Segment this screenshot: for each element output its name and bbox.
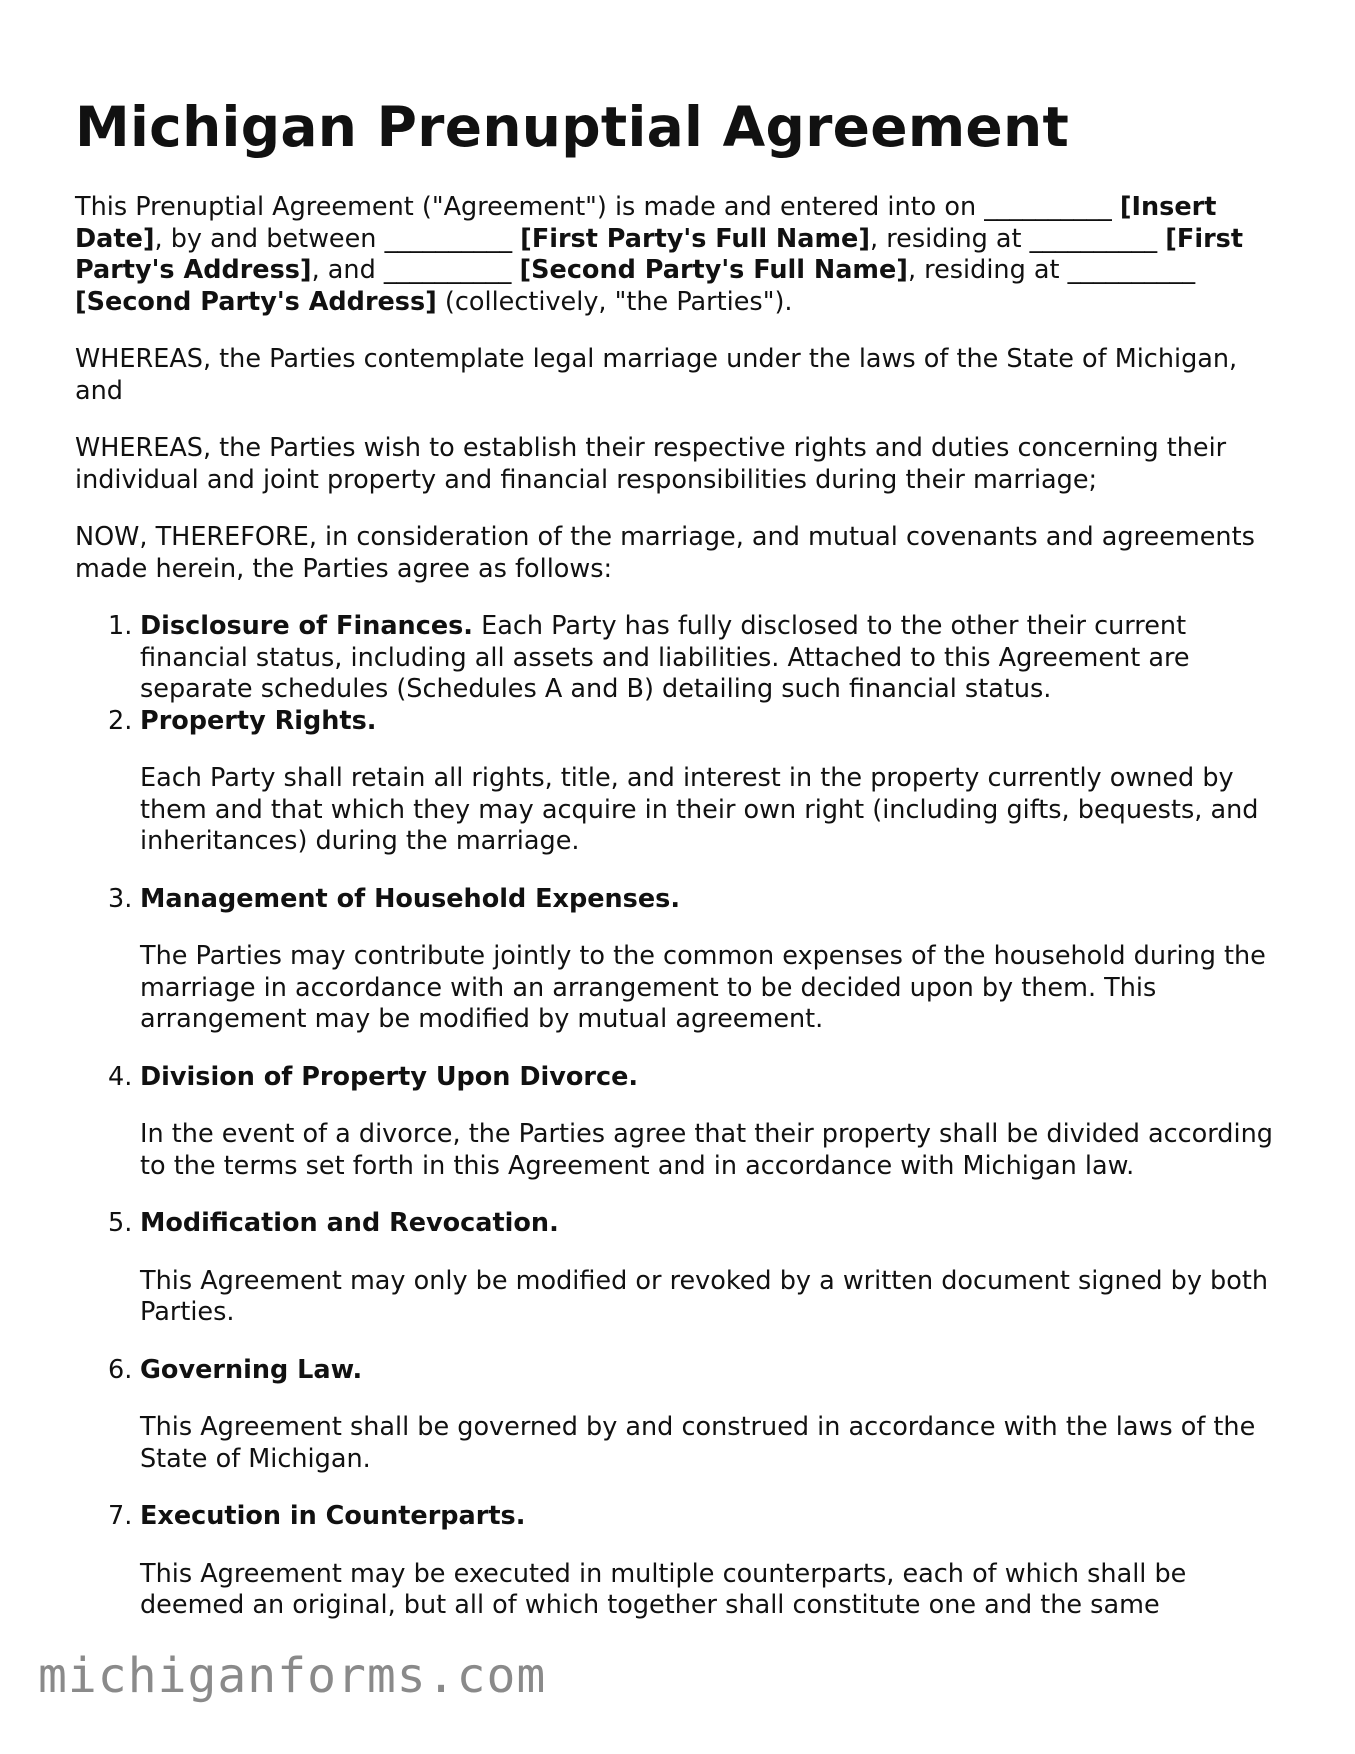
- item-number: 5.: [108, 1208, 133, 1238]
- second-party-address-placeholder: [Second Party's Address]: [75, 286, 437, 317]
- whereas-paragraph-2: WHEREAS, the Parties wish to establish their respective rights and duties concerning their individual and joint property and financial responsibilities during their marriage;: [75, 433, 1227, 495]
- list-item: [75, 1062, 1275, 1183]
- item-title: Disclosure of Finances.: [140, 611, 473, 641]
- whereas-paragraph-1: WHEREAS, the Parties contemplate legal marriage under the laws of the State of Michigan, and: [75, 344, 1238, 406]
- item-text: This Agreement shall be governed by and construed in accordance with the laws of the State of Michigan.: [140, 1412, 1256, 1474]
- list-item: [75, 706, 1275, 858]
- first-party-address-placeholder: [First Party's Address]: [75, 223, 1244, 285]
- item-number: 2.: [108, 705, 133, 736]
- watermark: michiganforms.com: [38, 1648, 547, 1704]
- item-title: Property Rights.: [140, 705, 377, 736]
- clause-list: [75, 611, 1275, 1622]
- document-body: [75, 192, 1275, 1648]
- item-text: In the event of a divorce, the Parties agree that their property shall be divided according to the terms set forth in this Agreement and in accordance with Michigan law.: [140, 1119, 1273, 1181]
- intro-text: This Prenuptial Agreement ("Agreement") is made and entered into on __________: [75, 192, 1120, 222]
- item-text: Each Party shall retain all rights, title, and interest in the property currently owned by them and that which they may acquire in their own right (including gifts, bequests, and inheritances) during the marriage.: [140, 763, 1259, 856]
- list-item: [75, 1501, 1275, 1622]
- item-number: 6.: [108, 1354, 133, 1385]
- item-text: This Agreement may only be modified or revoked by a written document signed by both Parties.: [140, 1265, 1269, 1327]
- intro-paragraph: [75, 192, 1275, 318]
- second-party-name-placeholder: [Second Party's Full Name]: [519, 255, 908, 285]
- first-party-name-placeholder: [First Party's Full Name]: [520, 223, 870, 254]
- now-therefore-paragraph: NOW, THEREFORE, in consideration of the marriage, and mutual covenants and agreements made herein, the Parties agree as follows:: [75, 522, 1255, 584]
- item-text: The Parties may contribute jointly to the common expenses of the household during the marriage in accordance with an arrangement to be decided upon by them. This arrangement may be modified by mutual agreement.: [140, 941, 1266, 1034]
- list-item: [75, 1208, 1275, 1329]
- list-item: [75, 1355, 1275, 1476]
- item-number: 4.: [108, 1061, 133, 1092]
- intro-text: , by and between __________: [154, 223, 521, 254]
- page-title: Michigan Prenuptial Agreement: [75, 95, 1070, 159]
- item-number: 7.: [108, 1501, 133, 1531]
- list-item: [75, 611, 1275, 706]
- list-item: [75, 884, 1275, 1036]
- date-placeholder: [Insert Date]: [75, 192, 1217, 254]
- intro-text: , residing at __________: [870, 223, 1166, 254]
- intro-text: (collectively, "the Parties").: [436, 286, 793, 317]
- intro-text: , and __________: [311, 255, 520, 285]
- item-number: 3.: [108, 883, 133, 914]
- item-text: Each Party has fully disclosed to the other their current financial status, including all assets and liabilities. Attached to this Agreement are separate schedules (Schedules A and B) detailing such financial status.: [140, 611, 1190, 704]
- item-title: Management of Household Expenses.: [140, 883, 681, 914]
- item-title: Modification and Revocation.: [140, 1208, 559, 1238]
- item-title: Division of Property Upon Divorce.: [140, 1061, 639, 1092]
- item-number: 1.: [108, 611, 133, 641]
- item-title: Governing Law.: [140, 1354, 363, 1385]
- item-text: This Agreement may be executed in multiple counterparts, each of which shall be deemed an original, but all of which together shall constitute one and the same: [140, 1558, 1187, 1620]
- intro-text: , residing at __________: [907, 255, 1196, 285]
- item-title: Execution in Counterparts.: [140, 1501, 526, 1531]
